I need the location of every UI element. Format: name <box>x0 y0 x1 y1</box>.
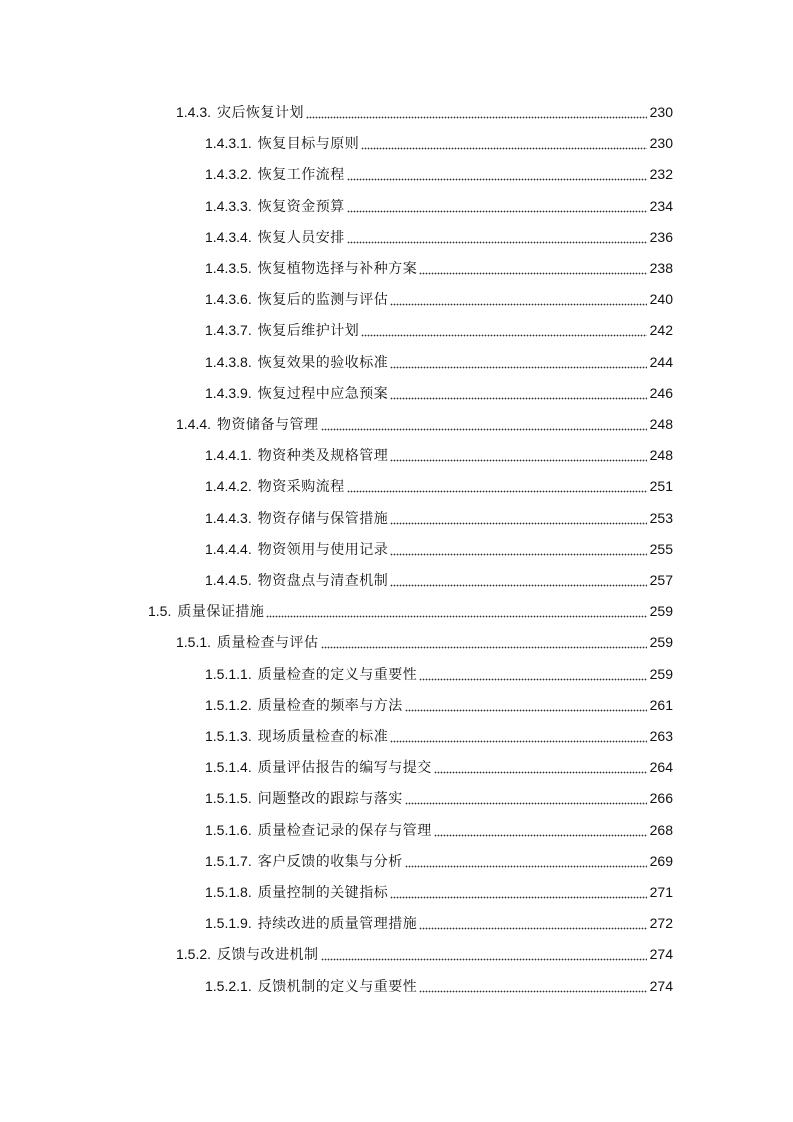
toc-dot-leader <box>306 102 647 122</box>
toc-entry-title: 物资存储与保管措施 <box>257 510 389 526</box>
toc-dot-leader <box>419 913 646 933</box>
toc-entry-number: 1.4.4.1. <box>205 447 252 463</box>
toc-entry-page-number: 259 <box>649 634 673 650</box>
toc-entry-number: 1.4.4.3. <box>205 510 252 526</box>
toc-entry-title: 客户反馈的收集与分析 <box>257 853 403 869</box>
toc-entry-title: 物资储备与管理 <box>217 416 319 432</box>
toc-entry[interactable] <box>205 133 673 153</box>
toc-entry-page-number: 257 <box>649 572 673 588</box>
toc-entry-page-number: 244 <box>649 354 673 370</box>
toc-dot-leader <box>390 570 646 590</box>
toc-entry-title: 质量检查的定义与重要性 <box>257 666 418 682</box>
toc-entry-page-number: 238 <box>649 260 673 276</box>
toc-entry-page-number: 246 <box>649 385 673 401</box>
toc-dot-leader <box>419 258 646 278</box>
toc-entry-title: 问题整改的跟踪与落实 <box>257 790 403 806</box>
toc-entry[interactable] <box>205 788 673 808</box>
toc-entry-number: 1.5.2. <box>176 946 212 962</box>
toc-entry-title: 恢复工作流程 <box>257 166 345 182</box>
toc-entry-page-number: 253 <box>649 510 673 526</box>
toc-dot-leader <box>419 664 646 684</box>
toc-dot-leader <box>347 164 647 184</box>
toc-entry-page-number: 240 <box>649 291 673 307</box>
toc-entry[interactable] <box>205 664 673 684</box>
toc-dot-leader <box>390 445 646 465</box>
toc-entry[interactable] <box>205 508 673 528</box>
toc-entry-page-number: 259 <box>649 666 673 682</box>
toc-entry-number: 1.4.3. <box>176 104 212 120</box>
toc-entry[interactable] <box>176 632 673 652</box>
toc-entry-title: 恢复植物选择与补种方案 <box>257 260 418 276</box>
toc-entry-title: 物资种类及规格管理 <box>257 447 389 463</box>
toc-entry[interactable] <box>205 227 673 247</box>
toc-entry[interactable] <box>205 289 673 309</box>
toc-entry-title: 恢复人员安排 <box>257 229 345 245</box>
toc-entry-page-number: 251 <box>649 478 673 494</box>
toc-entry-title: 反馈与改进机制 <box>217 946 319 962</box>
toc-entry-title: 质量检查记录的保存与管理 <box>257 822 432 838</box>
toc-dot-leader <box>321 414 647 434</box>
toc-entry-page-number: 269 <box>649 853 673 869</box>
toc-entry[interactable] <box>205 757 673 777</box>
toc-dot-leader <box>347 476 647 496</box>
toc-entry-number: 1.5.1.8. <box>205 884 252 900</box>
toc-dot-leader <box>419 976 646 996</box>
toc-dot-leader <box>405 695 647 715</box>
toc-entry-number: 1.4.3.2. <box>205 166 252 182</box>
toc-entry-page-number: 271 <box>649 884 673 900</box>
toc-dot-leader <box>321 632 647 652</box>
toc-entry[interactable] <box>205 976 673 996</box>
toc-entry[interactable] <box>205 383 673 403</box>
toc-entry-title: 质量检查的频率与方法 <box>257 697 403 713</box>
toc-entry-number: 1.4.3.5. <box>205 260 252 276</box>
toc-entry-number: 1.5.1.6. <box>205 822 252 838</box>
toc-dot-leader <box>361 320 646 340</box>
toc-entry[interactable] <box>205 570 673 590</box>
toc-entry-page-number: 234 <box>649 198 673 214</box>
toc-entry-number: 1.4.4. <box>176 416 212 432</box>
toc-entry[interactable] <box>205 539 673 559</box>
toc-entry-number: 1.4.4.2. <box>205 478 252 494</box>
toc-entry-title: 现场质量检查的标准 <box>257 728 389 744</box>
toc-entry-number: 1.4.3.6. <box>205 291 252 307</box>
toc-entry[interactable] <box>176 414 673 434</box>
toc-entry-page-number: 248 <box>649 416 673 432</box>
toc-entry-title: 质量评估报告的编写与提交 <box>257 759 432 775</box>
toc-entry-number: 1.5.1.3. <box>205 728 252 744</box>
toc-entry[interactable] <box>205 445 673 465</box>
toc-dot-leader <box>434 820 647 840</box>
toc-entry-number: 1.5.1.1. <box>205 666 252 682</box>
toc-dot-leader <box>405 788 647 808</box>
toc-dot-leader <box>347 227 647 247</box>
toc-entry-page-number: 274 <box>649 978 673 994</box>
toc-entry-page-number: 268 <box>649 822 673 838</box>
toc-entry-title: 恢复资金预算 <box>257 198 345 214</box>
toc-entry-number: 1.4.3.1. <box>205 135 252 151</box>
toc-entry-number: 1.4.3.3. <box>205 198 252 214</box>
toc-entry-title: 物资采购流程 <box>257 478 345 494</box>
toc-entry-number: 1.4.3.4. <box>205 229 252 245</box>
toc-entry[interactable] <box>205 726 673 746</box>
toc-entry[interactable] <box>205 913 673 933</box>
toc-entry[interactable] <box>176 944 673 964</box>
toc-entry-title: 反馈机制的定义与重要性 <box>257 978 418 994</box>
toc-entry-page-number: 266 <box>649 790 673 806</box>
toc-dot-leader <box>390 539 646 559</box>
toc-entry[interactable] <box>176 102 673 122</box>
toc-entry-title: 物资领用与使用记录 <box>257 541 389 557</box>
toc-dot-leader <box>390 508 646 528</box>
toc-entry-number: 1.5.1. <box>176 634 212 650</box>
toc-entry-number: 1.5.1.5. <box>205 790 252 806</box>
toc-entry-title: 恢复后的监测与评估 <box>257 291 389 307</box>
toc-dot-leader <box>266 601 646 621</box>
toc-entry[interactable] <box>148 601 673 621</box>
toc-entry-number: 1.5.1.9. <box>205 915 252 931</box>
toc-entry-title: 物资盘点与清查机制 <box>257 572 389 588</box>
toc-entry-title: 灾后恢复计划 <box>217 104 305 120</box>
toc-entry-number: 1.5.2.1. <box>205 978 252 994</box>
toc-entry-page-number: 272 <box>649 915 673 931</box>
toc-entry-page-number: 255 <box>649 541 673 557</box>
toc-entry[interactable] <box>205 196 673 216</box>
toc-entry-number: 1.5.1.2. <box>205 697 252 713</box>
toc-entry-page-number: 236 <box>649 229 673 245</box>
toc-entry-number: 1.4.4.5. <box>205 572 252 588</box>
toc-entry-number: 1.5. <box>148 603 172 619</box>
toc-dot-leader <box>390 383 646 403</box>
toc-entry-title: 质量检查与评估 <box>217 634 319 650</box>
toc-entry-page-number: 264 <box>649 759 673 775</box>
toc-entry-number: 1.5.1.4. <box>205 759 252 775</box>
toc-entry-page-number: 263 <box>649 728 673 744</box>
toc-entry-number: 1.4.3.8. <box>205 354 252 370</box>
toc-entry-title: 质量控制的关键指标 <box>257 884 389 900</box>
toc-entry[interactable] <box>205 695 673 715</box>
toc-entry-title: 恢复目标与原则 <box>257 135 360 151</box>
toc-entry-page-number: 230 <box>649 104 673 120</box>
toc-entry-page-number: 230 <box>649 135 673 151</box>
toc-entry[interactable] <box>205 820 673 840</box>
toc-dot-leader <box>361 133 646 153</box>
toc-entry-page-number: 242 <box>649 322 673 338</box>
toc-entry-number: 1.4.3.7. <box>205 322 252 338</box>
toc-entry-page-number: 274 <box>649 946 673 962</box>
toc-entry[interactable] <box>205 164 673 184</box>
toc-entry-page-number: 259 <box>649 603 673 619</box>
toc-entry[interactable] <box>205 476 673 496</box>
toc-dot-leader <box>321 944 647 964</box>
toc-entry[interactable] <box>205 352 673 372</box>
toc-entry-title: 恢复后维护计划 <box>257 322 360 338</box>
toc-entry-number: 1.5.1.7. <box>205 853 252 869</box>
toc-entry-number: 1.4.4.4. <box>205 541 252 557</box>
toc-dot-leader <box>390 726 646 746</box>
toc-entry-title: 恢复过程中应急预案 <box>257 385 389 401</box>
toc-entry-page-number: 248 <box>649 447 673 463</box>
toc-dot-leader <box>347 196 647 216</box>
toc-entry-title: 持续改进的质量管理措施 <box>257 915 418 931</box>
toc-entry[interactable] <box>205 851 673 871</box>
toc-dot-leader <box>390 352 646 372</box>
toc-entry[interactable] <box>205 258 673 278</box>
toc-entry-page-number: 261 <box>649 697 673 713</box>
toc-entry-title: 质量保证措施 <box>177 603 265 619</box>
toc-dot-leader <box>434 757 647 777</box>
toc-entry-title: 恢复效果的验收标准 <box>257 354 389 370</box>
toc-dot-leader <box>390 882 646 902</box>
toc-entry-page-number: 232 <box>649 166 673 182</box>
toc-dot-leader <box>390 289 646 309</box>
toc-entry[interactable] <box>205 320 673 340</box>
toc-entry-number: 1.4.3.9. <box>205 385 252 401</box>
toc-dot-leader <box>405 851 647 871</box>
toc-entry[interactable] <box>205 882 673 902</box>
